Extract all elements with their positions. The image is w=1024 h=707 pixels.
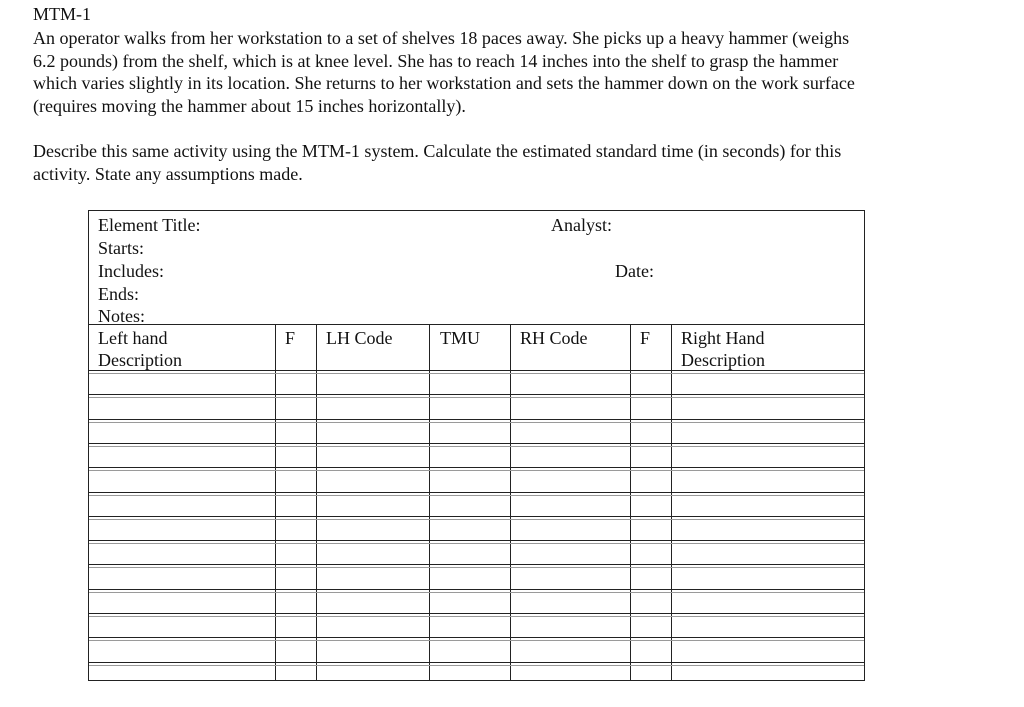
task-instructions [33,140,973,185]
table-row [89,394,864,395]
task-line: Describe this same activity using the MTM-1 system. Calculate the estimated standard time (in seconds) for this [33,141,842,161]
problem-statement [33,27,973,117]
task-line: activity. State any assumptions made. [33,163,303,184]
table-row [89,516,864,517]
table-row-rule [89,470,864,471]
table-row-rule [89,592,864,593]
document-title: MTM-1 [33,4,91,24]
table-row [89,467,864,468]
right-hand-description-heading [681,327,765,371]
lh-code-heading: LH Code [326,328,393,348]
table-row-rule [89,519,864,520]
problem-line: (requires moving the hammer about 15 inches horizontally). [33,95,466,116]
table-row [89,419,864,420]
left-hand-heading-line: Left hand [98,328,168,348]
table-row [89,540,864,541]
left-hand-description-heading [98,327,182,371]
table-row-rule [89,373,864,374]
column-divider [671,324,672,680]
tmu-heading: TMU [440,328,480,348]
ends-label: Ends: [98,284,140,304]
right-hand-heading-line: Right Hand [681,328,765,348]
problem-line: An operator walks from her workstation to a set of shelves 18 paces away. She picks up a heavy hammer (weighs [33,28,850,48]
table-row [89,662,864,663]
notes-label: Notes: [98,306,145,326]
problem-line: which varies slightly in its location. She returns to her workstation and sets the hammer down on the work surface [33,73,855,94]
table-row [89,564,864,565]
mtm-analysis-form [88,210,865,681]
date-label: Date: [615,261,654,281]
table-row-rule [89,446,864,447]
left-hand-heading-line: Description [98,350,182,370]
column-divider [630,324,631,680]
column-divider [510,324,511,680]
right-hand-heading-line: Description [681,350,765,370]
table-row-rule [89,616,864,617]
table-row-rule [89,640,864,641]
column-divider [275,324,276,680]
table-row [89,443,864,444]
right-frequency-heading: F [640,328,651,348]
left-frequency-heading: F [285,328,296,348]
rh-code-heading: RH Code [520,328,588,348]
table-row [89,589,864,590]
column-divider [316,324,317,680]
table-row-rule [89,665,864,666]
column-divider [429,324,430,680]
table-row-rule [89,543,864,544]
element-title-label: Element Title: [98,215,201,235]
table-row [89,492,864,493]
table-row-rule [89,397,864,398]
includes-label: Includes: [98,261,164,281]
analyst-label: Analyst: [551,215,612,235]
table-row [89,613,864,614]
table-row [89,370,864,371]
table-row-rule [89,422,864,423]
problem-line: 6.2 pounds) from the shelf, which is at knee level. She has to reach 14 inches into the shelf to grasp the hammer [33,50,839,71]
starts-label: Starts: [98,238,145,258]
header-divider [89,324,864,325]
table-row-rule [89,495,864,496]
table-row-rule [89,567,864,568]
table-row [89,637,864,638]
